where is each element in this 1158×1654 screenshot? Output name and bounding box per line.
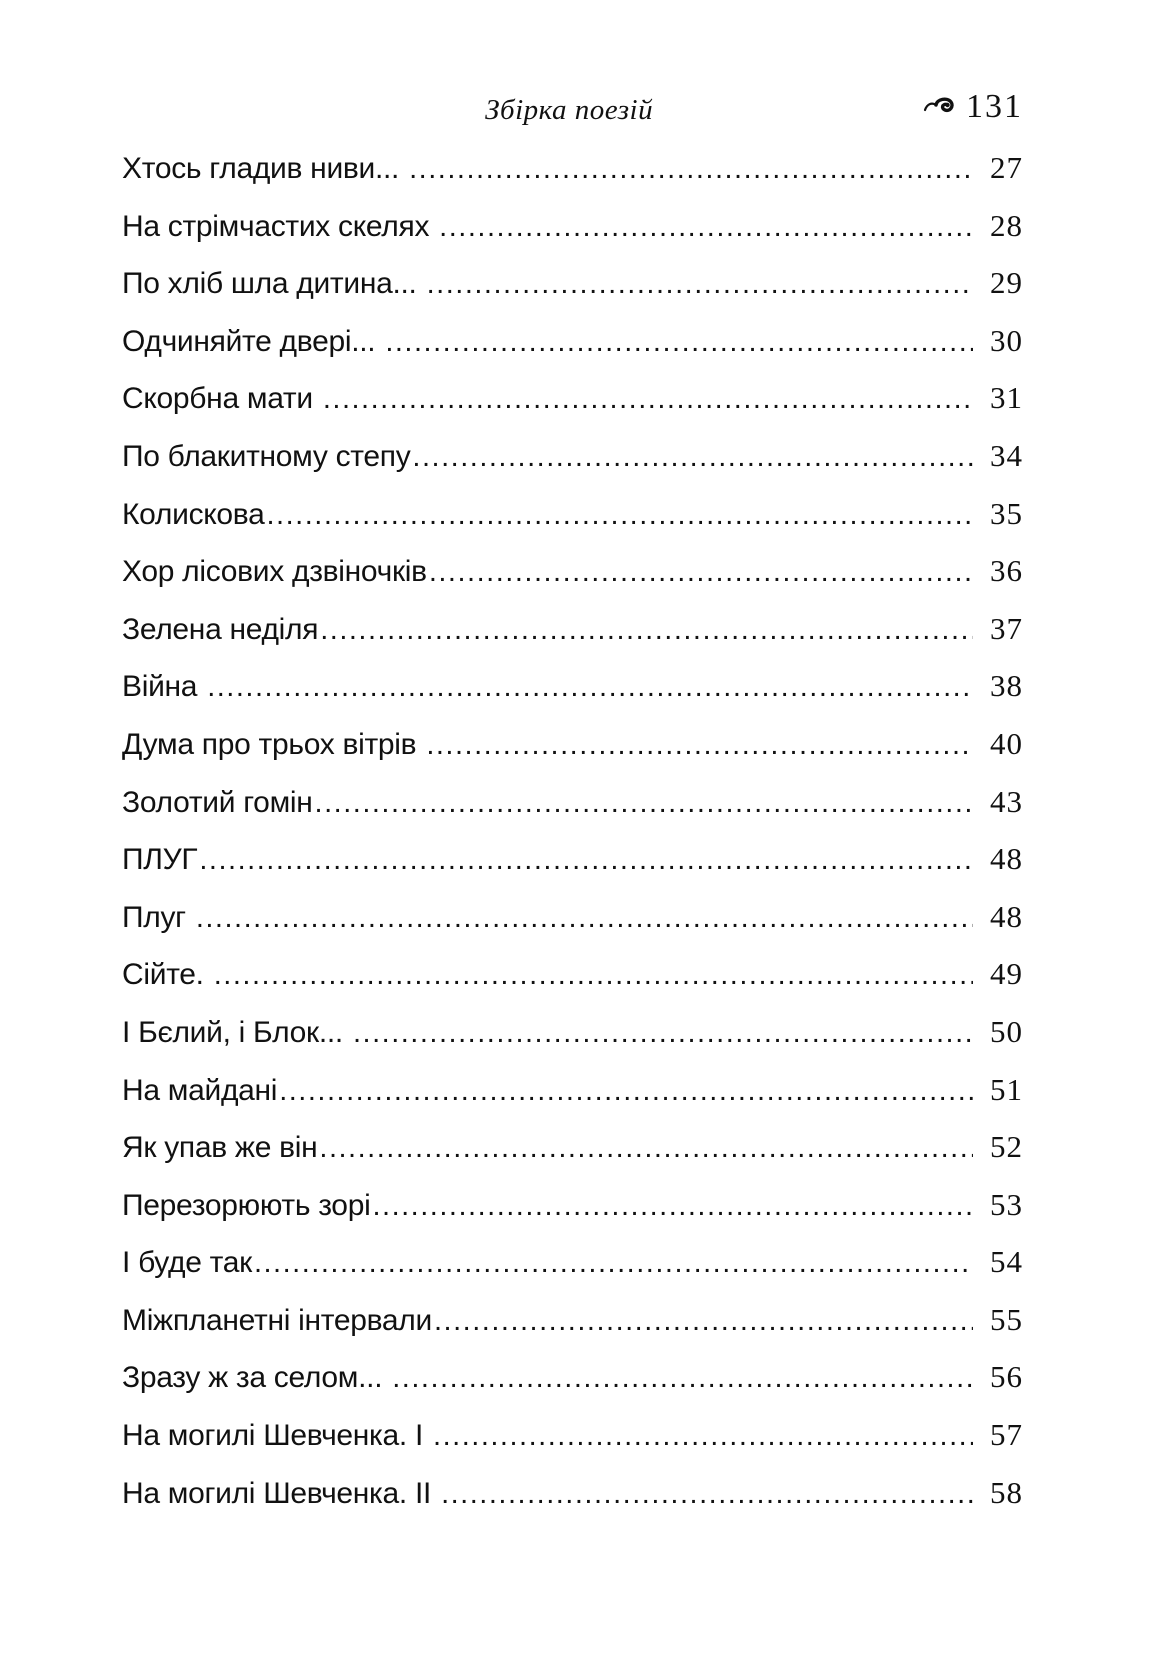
toc-entry-title: Міжпланетні інтервали [122, 1303, 432, 1337]
toc-entry [122, 899, 1023, 957]
toc-entry-page: 52 [990, 1129, 1023, 1165]
dot-leader [315, 785, 973, 821]
toc-entry-title: Колискова [122, 497, 265, 531]
toc-entry-page: 50 [990, 1013, 1023, 1049]
toc-entry [122, 784, 1023, 842]
dot-leader [319, 1130, 973, 1166]
page-header [122, 88, 1023, 136]
toc-entry-page: 48 [990, 841, 1023, 877]
dot-leader [279, 1073, 973, 1109]
toc-entry-page: 49 [990, 956, 1023, 992]
toc-entry [122, 1475, 1023, 1533]
toc-entry-title: Зразу ж за селом... [122, 1361, 383, 1395]
toc-entry-title: На стрімчастих скелях [122, 209, 430, 243]
toc-entry-title: По хліб шла дитина... [122, 267, 417, 301]
dot-leader [214, 957, 973, 993]
toc-entry-title: По блакитному степу [122, 439, 411, 473]
running-title: Збірка поезій [485, 94, 654, 126]
toc-entry-page: 57 [990, 1417, 1023, 1453]
toc-entry-page: 56 [990, 1359, 1023, 1395]
toc-entry [122, 1014, 1023, 1072]
dot-leader [196, 900, 973, 936]
toc-entry [122, 1244, 1023, 1302]
toc-entry [122, 265, 1023, 323]
toc-entry-page: 40 [990, 725, 1023, 761]
toc-entry-title: Хтось гладив ниви... [122, 152, 400, 185]
toc-entry-title: Зелена неділя [122, 612, 319, 646]
dot-leader [199, 842, 973, 878]
table-of-contents [122, 150, 1023, 1532]
toc-entry-page: 36 [990, 553, 1023, 589]
folio-group [923, 88, 1023, 126]
dot-leader [353, 1015, 973, 1051]
toc-entry [122, 668, 1023, 726]
toc-entry-title: Війна [122, 670, 198, 704]
toc-entry-title: Дума про трьох вітрів [122, 727, 417, 761]
toc-entry-title: Скорбна мати [122, 382, 313, 416]
dot-leader [320, 612, 973, 648]
dot-leader [433, 1418, 973, 1454]
toc-entry [122, 841, 1023, 899]
toc-entry [122, 553, 1023, 611]
dot-leader [392, 1360, 973, 1396]
toc-entry [122, 1072, 1023, 1130]
toc-entry-page: 51 [990, 1071, 1023, 1107]
toc-entry [122, 726, 1023, 784]
toc-entry-page: 29 [990, 265, 1023, 301]
toc-entry-page: 38 [990, 668, 1023, 704]
dot-leader [409, 151, 973, 187]
dot-leader [207, 669, 973, 705]
toc-entry-page: 35 [990, 495, 1023, 531]
dot-leader [385, 324, 973, 360]
toc-entry [122, 1187, 1023, 1245]
toc-entry [122, 1129, 1023, 1187]
toc-entry [122, 496, 1023, 554]
dot-leader [434, 1303, 973, 1339]
toc-entry-title: На майдані [122, 1073, 278, 1107]
toc-entry [122, 208, 1023, 266]
dot-leader [427, 266, 973, 302]
toc-entry-page: 31 [990, 380, 1023, 416]
toc-entry-page: 28 [990, 207, 1023, 243]
dot-leader [429, 554, 973, 590]
toc-entry [122, 956, 1023, 1014]
dot-leader [439, 209, 973, 245]
toc-entry-title: Хор лісових дзвіночків [122, 555, 427, 589]
fleuron-ornament-icon [923, 95, 957, 119]
toc-entry-page: 27 [990, 150, 1023, 185]
toc-entry-title: І буде так [122, 1246, 252, 1280]
toc-entry-title: На могилі Шевченка. І [122, 1419, 424, 1453]
toc-entry-page: 55 [990, 1301, 1023, 1337]
toc-entry-page: 54 [990, 1244, 1023, 1280]
toc-entry-page: 30 [990, 322, 1023, 358]
dot-leader [426, 727, 973, 763]
toc-entry-page: 48 [990, 898, 1023, 934]
dot-leader [441, 1476, 973, 1512]
folio-number: 131 [966, 88, 1023, 125]
toc-entry-page: 37 [990, 610, 1023, 646]
toc-entry [122, 1302, 1023, 1360]
toc-entry [122, 1417, 1023, 1475]
toc-entry [122, 1359, 1023, 1417]
dot-leader [254, 1245, 973, 1281]
toc-entry-title: Сійте. [122, 958, 204, 992]
toc-entry-page: 53 [990, 1186, 1023, 1222]
toc-entry-page: 58 [990, 1474, 1023, 1510]
toc-entry-title: Перезорюють зорі [122, 1188, 371, 1222]
toc-entry [122, 150, 1023, 208]
toc-entry-title: Одчиняйте двері... [122, 324, 376, 358]
toc-entry-page: 43 [990, 783, 1023, 819]
dot-leader [267, 497, 974, 533]
dot-leader [372, 1188, 973, 1224]
toc-entry [122, 611, 1023, 669]
toc-entry-title: Золотий гомін [122, 785, 313, 819]
toc-entry-title: І Бєлий, і Блок... [122, 1015, 343, 1049]
toc-entry-title: Плуг [122, 900, 186, 934]
toc-entry-title: На могилі Шевченка. ІІ [122, 1476, 432, 1510]
dot-leader [323, 381, 973, 417]
toc-entry-title: Як упав же він [122, 1131, 318, 1165]
toc-entry-page: 34 [990, 437, 1023, 473]
toc-entry-title: ПЛУГ [122, 843, 198, 877]
toc-entry [122, 380, 1023, 438]
toc-entry [122, 438, 1023, 496]
dot-leader [412, 439, 973, 475]
toc-entry [122, 323, 1023, 381]
